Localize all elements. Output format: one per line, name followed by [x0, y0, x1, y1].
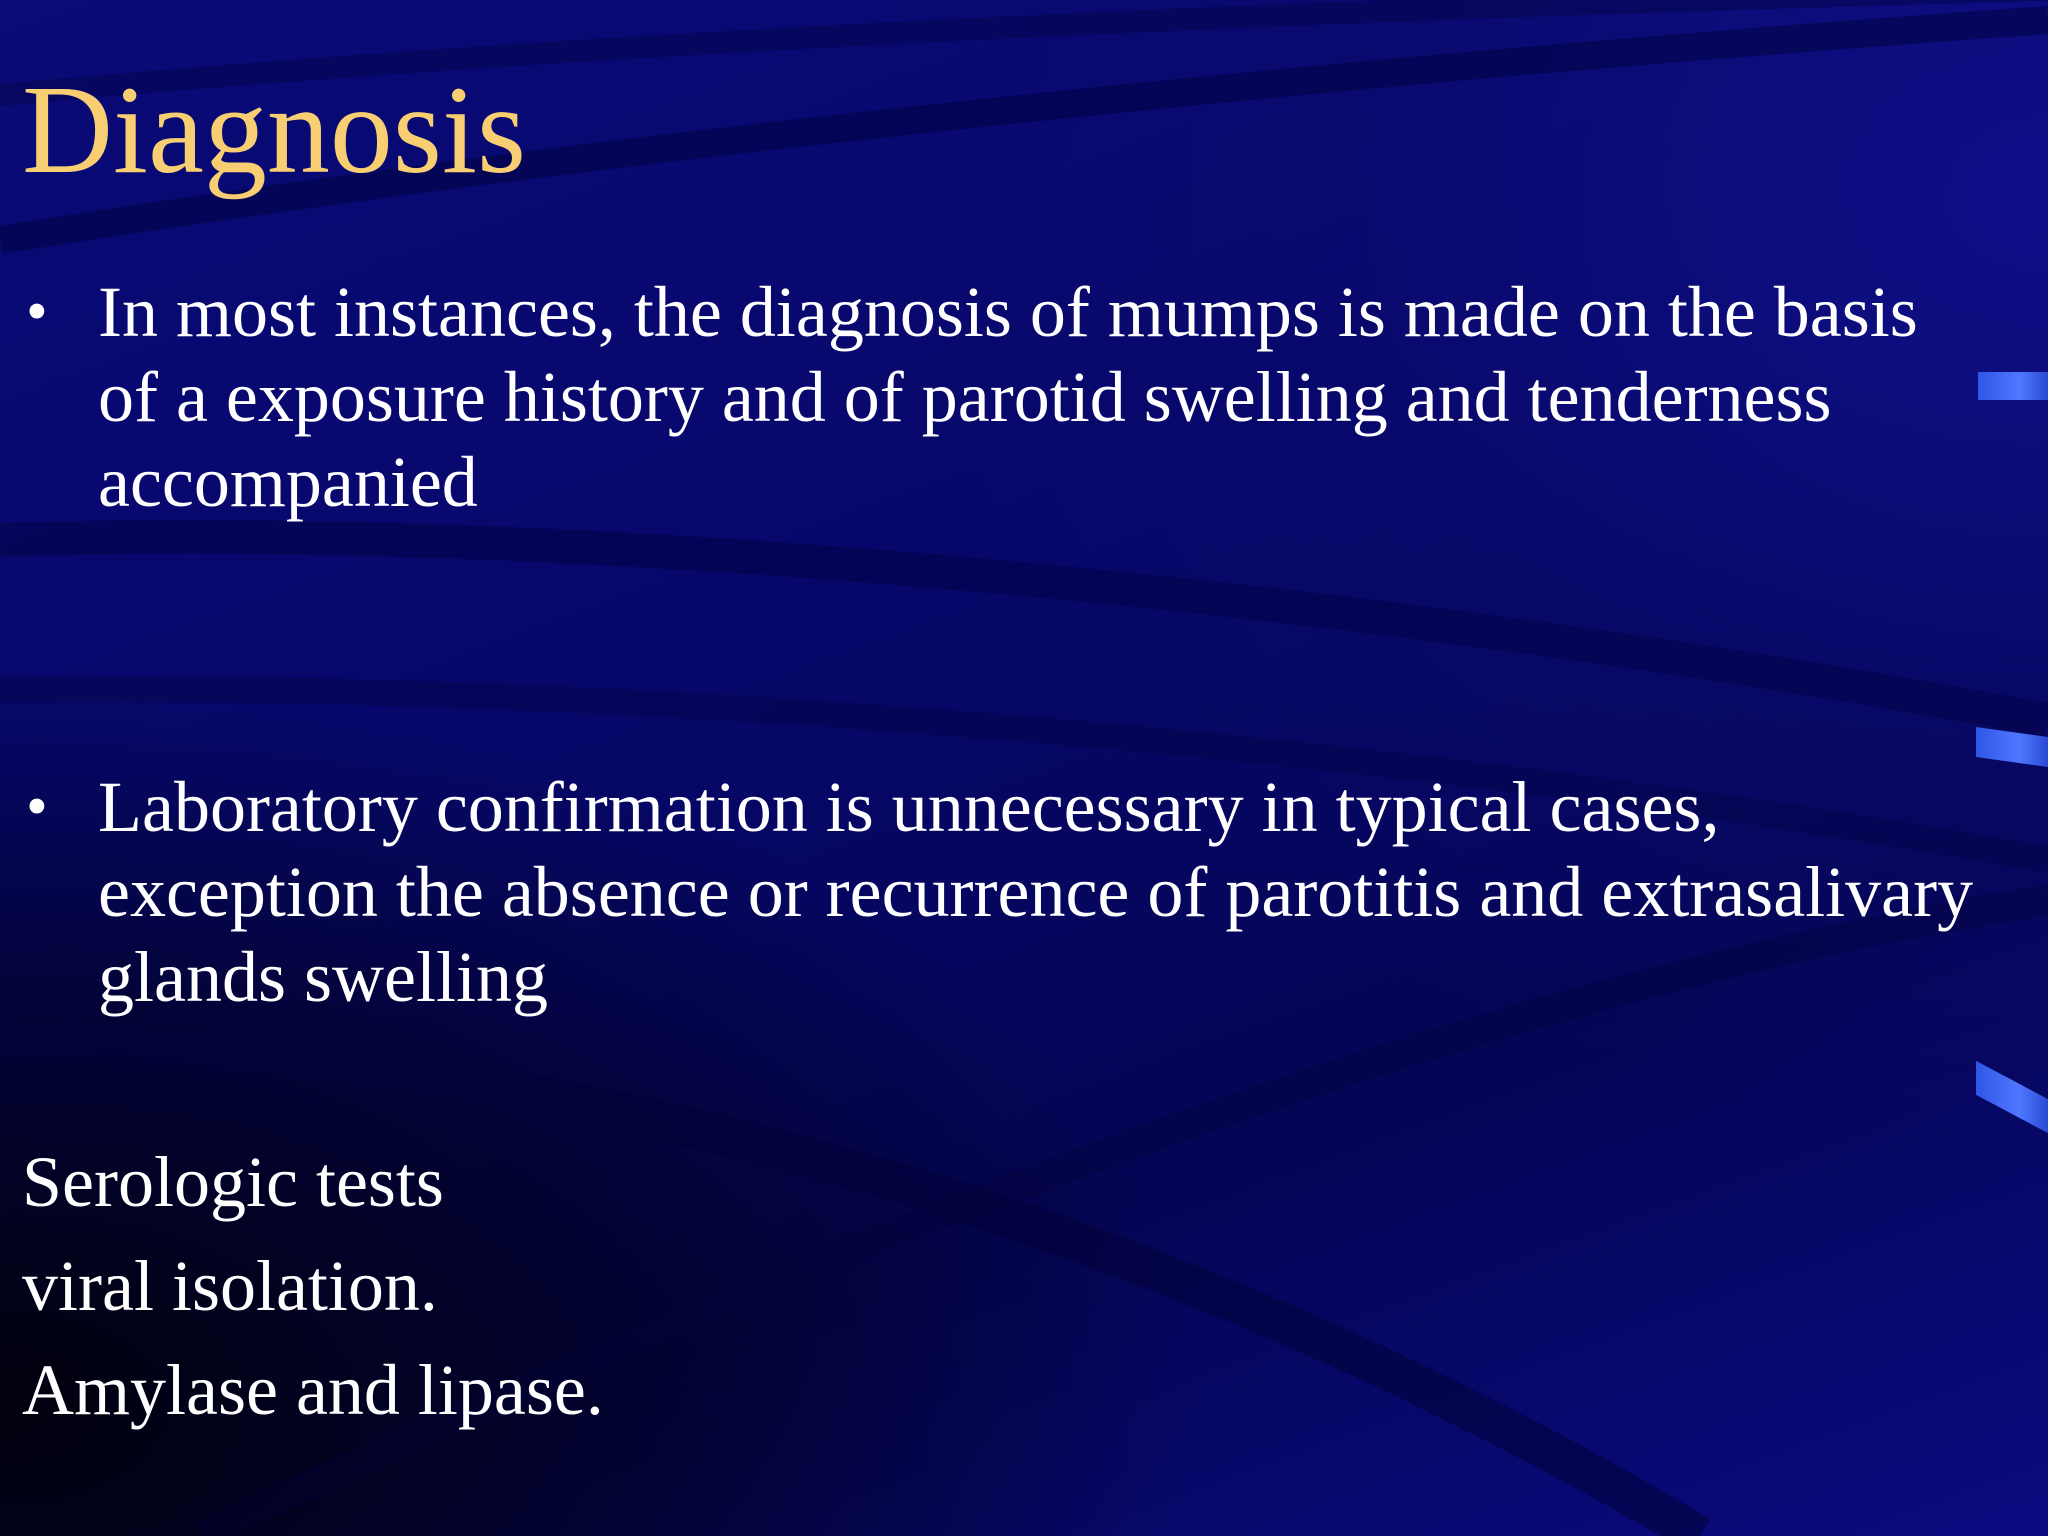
slide-title: Diagnosis	[22, 61, 526, 200]
bullet-text: In most instances, the diagnosis of mumps is made on the basis of a exposure history and of parotid swelling and tenderness accompanied	[98, 272, 1918, 522]
test-item-serologic: Serologic tests	[22, 1142, 444, 1222]
bullet-item	[22, 765, 1982, 1020]
bullet-list	[22, 270, 1982, 1020]
test-list	[22, 1130, 604, 1442]
bullet-marker: •	[26, 278, 48, 346]
test-item-amylase-lipase: Amylase and lipase.	[22, 1350, 604, 1430]
bullet-text: Laboratory confirmation is unnecessary in typical cases, exception the absence or recurrence of parotitis and extrasalivary glands swelling	[98, 767, 1974, 1017]
bullet-item	[22, 270, 1982, 525]
accent-tick-top	[1978, 372, 2048, 400]
bullet-marker: •	[26, 773, 48, 841]
test-item-viral-isolation: viral isolation.	[22, 1246, 438, 1326]
